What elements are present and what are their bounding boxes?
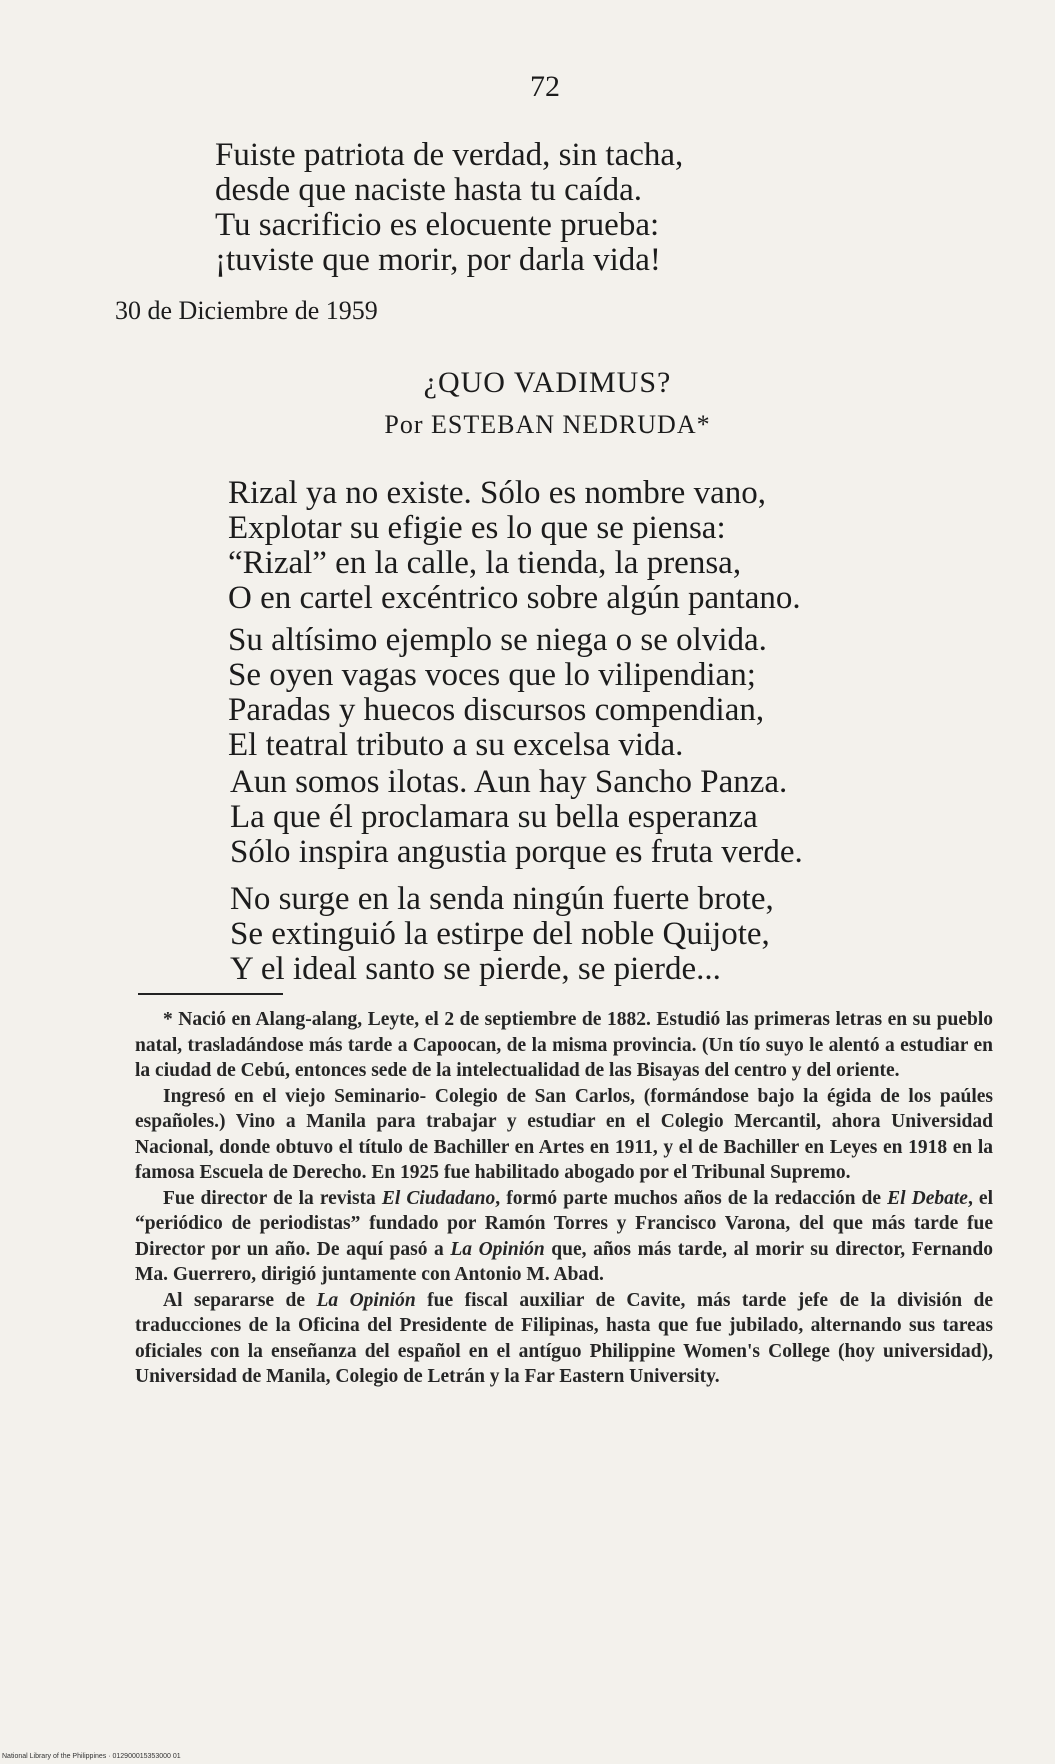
stanza-3 — [230, 765, 803, 870]
footnote-text: Fue director de la revista — [163, 1187, 382, 1209]
stanza-4 — [230, 882, 774, 987]
poem-line: Explotar su efigie es lo que se piensa: — [228, 510, 726, 546]
poem-title: ¿QUO VADIMUS? — [423, 366, 672, 399]
poem-line: Tu sacrificio es elocuente prueba: — [215, 207, 660, 243]
footnote — [135, 1007, 993, 1390]
poem-line: Sólo inspira angustia porque es fruta verde. — [230, 834, 803, 870]
poem-line: “Rizal” en la calle, la tienda, la prensa, — [228, 545, 742, 581]
poem-line: ¡tuviste que morir, por darla vida! — [215, 242, 661, 278]
poem-date: 30 de Diciembre de 1959 — [115, 296, 378, 325]
library-watermark: National Library of the Philippines · 012900015353000 01 — [2, 1753, 181, 1760]
poem-line: Fuiste patriota de verdad, sin tacha, — [215, 137, 684, 173]
poem-line: Se extinguió la estirpe del noble Quijote, — [230, 916, 770, 952]
page-number: 72 — [530, 70, 560, 103]
first-poem-stanza — [215, 138, 683, 278]
poem-line: El teatral tributo a su excelsa vida. — [228, 727, 684, 763]
poem-line: Aun somos ilotas. Aun hay Sancho Panza. — [230, 764, 788, 800]
poem-line: Paradas y huecos discursos compendian, — [228, 692, 765, 728]
poem-byline: Por ESTEBAN NEDRUDA* — [384, 410, 711, 439]
publication-name: La Opinión — [316, 1289, 416, 1311]
publication-name: La Opinión — [450, 1238, 545, 1260]
footnote-text: Al separarse de — [163, 1289, 317, 1311]
poem-line: desde que naciste hasta tu caída. — [215, 172, 642, 208]
poem-line: Y el ideal santo se pierde, se pierde... — [230, 951, 721, 987]
footnote-paragraph: Ingresó en el viejo Seminario- Colegio de San Carlos, (formándose bajo la égida de los paúles españoles.) Vino a Manila para trabajar y estudiar en el Colegio Mercantil, ahora Universidad Nacional, donde obtuvo el título de Bachiller en Artes en 1911, y el de Bachiller en Leyes en 1918 en la famosa Escuela de Derecho. En 1925 fue habilitado abogado por el Tribunal Supremo. — [135, 1085, 993, 1183]
stanza-2 — [228, 623, 767, 763]
footnote-text: , formó parte muchos años de la redacción de — [495, 1187, 888, 1209]
footnote-divider — [138, 993, 283, 995]
footnote-paragraph — [135, 1288, 993, 1390]
poem-line: La que él proclamara su bella esperanza — [230, 799, 758, 835]
footnote-paragraph: * Nació en Alang-alang, Leyte, el 2 de septiembre de 1882. Estudió las primeras letras en su pueblo natal, trasladándose más tarde a Capoocan, de la misma provincia. (Un tío suyo le alentó a estudiar en la ciudad de Cebú, entonces sede de la intelectualidad de las Bisayas del centro y del oriente. — [135, 1009, 993, 1081]
poem-line: O en cartel excéntrico sobre algún pantano. — [228, 580, 801, 616]
publication-name: El Debate — [887, 1187, 968, 1209]
footnote-text: , el “periódico de periodistas” fundado por Ramón Torres y Francisco Varona, del que más tarde fue Director por un año. De aquí pasó a — [135, 1187, 994, 1260]
poem-line: No surge en la senda ningún fuerte brote, — [230, 881, 774, 917]
stanza-1 — [228, 476, 801, 616]
footnote-text: fue fiscal auxiliar de Cavite, más tarde jefe de la división de traducciones de la Oficina del Presidente de Filipinas, hasta que fue jubilado, alternando sus tareas oficiales con la enseñanza del español en el antíguo Philippine Women's College (hoy universidad), Universidad de Manila, Colegio de Letrán y la Far Eastern University. — [135, 1289, 993, 1387]
poem-line: Su altísimo ejemplo se niega o se olvida. — [228, 622, 767, 658]
publication-name: El Ciudadano — [381, 1187, 496, 1209]
footnote-text: que, años más tarde, al morir su director, Fernando Ma. Guerrero, dirigió juntamente con Antonio M. Abad. — [135, 1238, 993, 1285]
poem-line: Se oyen vagas voces que lo vilipendian; — [228, 657, 756, 693]
footnote-paragraph — [135, 1186, 993, 1288]
poem-line: Rizal ya no existe. Sólo es nombre vano, — [228, 475, 766, 511]
